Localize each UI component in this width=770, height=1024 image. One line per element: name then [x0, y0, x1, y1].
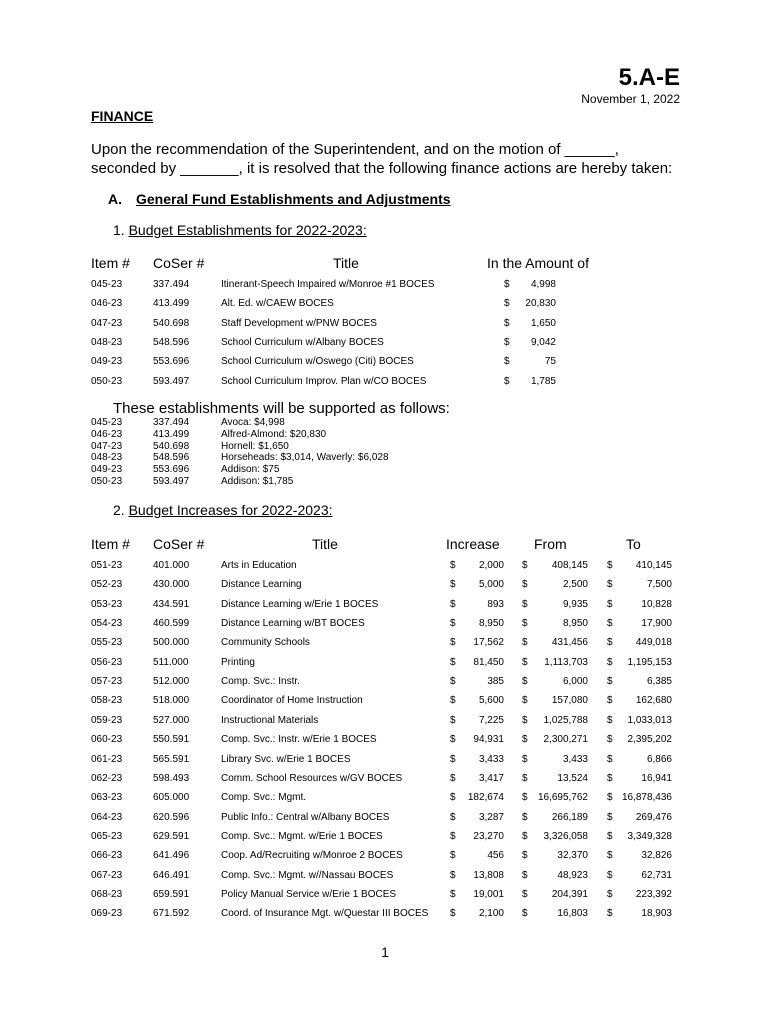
- section-a-heading: [108, 191, 451, 207]
- from-value: 266,189: [551, 811, 588, 823]
- to-value: 223,392: [635, 888, 672, 900]
- to-value: 6,866: [646, 753, 672, 765]
- from-value: 48,923: [557, 869, 588, 881]
- row-title: Staff Development w/PNW BOCES: [221, 317, 377, 329]
- item-number: 047-23: [91, 440, 123, 452]
- increase-dollar-sign: $: [450, 850, 456, 862]
- row-title: Comm. School Resources w/GV BOCES: [221, 772, 403, 784]
- item-number: 059-23: [91, 714, 123, 726]
- to-value: 3,349,328: [627, 830, 672, 842]
- est-col-title: Title: [333, 255, 359, 271]
- dollar-sign: $: [504, 279, 510, 290]
- increase-value: 2,000: [478, 560, 504, 571]
- increase-dollar-sign: $: [450, 888, 456, 900]
- row-title: School Curriculum Improv. Plan w/CO BOCES: [221, 375, 427, 387]
- to-value: 17,900: [641, 618, 672, 630]
- increase-dollar-sign: $: [450, 560, 456, 571]
- from-value: 2,500: [562, 579, 588, 591]
- from-value: 9,935: [562, 598, 588, 610]
- to-dollar-sign: $: [607, 598, 613, 610]
- coser-number: 598.493: [153, 772, 190, 784]
- increase-dollar-sign: $: [450, 618, 456, 630]
- dollar-sign: $: [504, 336, 510, 348]
- increase-dollar-sign: $: [450, 637, 456, 649]
- from-value: 13,524: [557, 772, 588, 784]
- coser-number: 413.499: [153, 428, 190, 440]
- coser-number: 527.000: [153, 714, 190, 726]
- increase-value: 7,225: [478, 714, 504, 726]
- table-row: [0, 715, 770, 731]
- from-dollar-sign: $: [522, 869, 528, 881]
- to-value: 10,828: [641, 598, 672, 610]
- to-dollar-sign: $: [607, 772, 613, 784]
- from-dollar-sign: $: [522, 888, 528, 900]
- item-number: 052-23: [91, 579, 123, 591]
- resolution-line-2: seconded by _______, it is resolved that the following finance actions are hereby taken:: [91, 160, 673, 177]
- to-dollar-sign: $: [607, 637, 613, 649]
- amount-value: 4,998: [530, 279, 556, 290]
- coser-number: 401.000: [153, 560, 190, 571]
- page-number: 1: [381, 944, 389, 960]
- coser-number: 500.000: [153, 637, 190, 649]
- amount-value: 1,785: [530, 375, 556, 387]
- list-item: [0, 417, 770, 429]
- to-dollar-sign: $: [607, 676, 613, 688]
- row-title: Comp. Svc.: Mgmt.: [221, 792, 307, 804]
- item-number: 045-23: [91, 279, 123, 290]
- row-title: Comp. Svc.: Mgmt. w/Erie 1 BOCES: [221, 830, 383, 842]
- list-item: [0, 476, 770, 488]
- from-value: 408,145: [551, 560, 588, 571]
- item-number: 062-23: [91, 772, 123, 784]
- from-value: 6,000: [562, 676, 588, 688]
- table-row: [0, 792, 770, 808]
- coser-number: 430.000: [153, 579, 190, 591]
- item-number: 048-23: [91, 336, 123, 348]
- item-number: 049-23: [91, 464, 123, 476]
- table-row: [0, 376, 770, 392]
- to-value: 18,903: [641, 908, 672, 920]
- to-value: 7,500: [646, 579, 672, 591]
- coser-number: 337.494: [153, 279, 190, 290]
- coser-number: 629.591: [153, 830, 190, 842]
- coser-number: 593.497: [153, 375, 190, 387]
- item-number: 060-23: [91, 734, 123, 746]
- est-col-item: Item #: [91, 255, 130, 271]
- table-row: [0, 579, 770, 595]
- coser-number: 540.698: [153, 440, 190, 452]
- increase-dollar-sign: $: [450, 598, 456, 610]
- increase-dollar-sign: $: [450, 734, 456, 746]
- coser-number: 646.491: [153, 869, 190, 881]
- to-dollar-sign: $: [607, 579, 613, 591]
- table-row: [0, 734, 770, 750]
- establishments-title: Budget Establishments for 2022-2023:: [128, 222, 367, 238]
- increase-value: 5,600: [478, 695, 504, 707]
- support-source: Avoca: $4,998: [221, 417, 285, 428]
- from-dollar-sign: $: [522, 560, 528, 571]
- item-number: 056-23: [91, 656, 123, 668]
- inc-col-coser: CoSer #: [153, 536, 205, 552]
- to-value: 1,033,013: [627, 714, 672, 726]
- from-dollar-sign: $: [522, 579, 528, 591]
- row-title: Distance Learning: [221, 579, 302, 591]
- to-dollar-sign: $: [607, 792, 613, 804]
- establishments-number: 1.: [113, 222, 125, 238]
- amount-value: 20,830: [525, 298, 556, 310]
- increase-dollar-sign: $: [450, 714, 456, 726]
- to-dollar-sign: $: [607, 811, 613, 823]
- row-title: Community Schools: [221, 637, 310, 649]
- amount-value: 1,650: [530, 317, 556, 329]
- from-value: 204,391: [551, 888, 588, 900]
- increase-value: 13,808: [473, 869, 504, 881]
- dollar-sign: $: [504, 356, 510, 368]
- coser-number: 671.592: [153, 908, 190, 920]
- to-dollar-sign: $: [607, 618, 613, 630]
- inc-col-increase: Increase: [446, 536, 500, 552]
- coser-number: 512.000: [153, 676, 190, 688]
- resolution-text: [91, 140, 672, 178]
- coser-number: 413.499: [153, 298, 190, 310]
- coser-number: 553.696: [153, 356, 190, 368]
- table-row: [0, 618, 770, 634]
- coser-number: 641.496: [153, 850, 190, 862]
- coser-number: 659.591: [153, 888, 190, 900]
- increase-dollar-sign: $: [450, 695, 456, 707]
- from-value: 1,025,788: [543, 714, 588, 726]
- finance-heading: FINANCE: [91, 108, 154, 124]
- table-row: [0, 560, 770, 576]
- item-number: 045-23: [91, 417, 123, 428]
- support-source: Hornell: $1,650: [221, 440, 289, 452]
- to-value: 6,385: [646, 676, 672, 688]
- coser-number: 565.591: [153, 753, 190, 765]
- dollar-sign: $: [504, 375, 510, 387]
- increase-dollar-sign: $: [450, 656, 456, 668]
- from-dollar-sign: $: [522, 792, 528, 804]
- support-source: Horseheads: $3,014, Waverly: $6,028: [221, 452, 389, 464]
- coser-number: 620.596: [153, 811, 190, 823]
- from-dollar-sign: $: [522, 695, 528, 707]
- table-row: [0, 356, 770, 372]
- to-dollar-sign: $: [607, 714, 613, 726]
- row-title: Instructional Materials: [221, 714, 319, 726]
- item-number: 046-23: [91, 428, 123, 440]
- increases-number: 2.: [113, 502, 125, 518]
- from-dollar-sign: $: [522, 714, 528, 726]
- table-row: [0, 676, 770, 692]
- increase-value: 23,270: [473, 830, 504, 842]
- list-item: [0, 464, 770, 476]
- table-row: [0, 812, 770, 828]
- row-title: Public Info.: Central w/Albany BOCES: [221, 811, 390, 823]
- item-number: 055-23: [91, 637, 123, 649]
- table-row: [0, 773, 770, 789]
- increase-value: 81,450: [473, 656, 504, 668]
- increase-dollar-sign: $: [450, 908, 456, 920]
- row-title: Comp. Svc.: Instr.: [221, 676, 300, 688]
- resolution-line-1: Upon the recommendation of the Superintendent, and on the motion of ______,: [91, 141, 619, 158]
- item-number: 058-23: [91, 695, 123, 707]
- table-row: [0, 889, 770, 905]
- increase-value: 17,562: [473, 637, 504, 649]
- table-row: [0, 599, 770, 615]
- item-number: 057-23: [91, 676, 123, 688]
- support-source: Alfred-Almond: $20,830: [221, 428, 327, 440]
- inc-col-from: From: [534, 536, 567, 552]
- from-dollar-sign: $: [522, 676, 528, 688]
- row-title: Distance Learning w/BT BOCES: [221, 618, 365, 630]
- table-row: [0, 657, 770, 673]
- inc-col-to: To: [626, 536, 641, 552]
- coser-number: 460.599: [153, 618, 190, 630]
- to-dollar-sign: $: [607, 888, 613, 900]
- item-number: 067-23: [91, 869, 123, 881]
- increases-title: Budget Increases for 2022-2023:: [128, 502, 333, 518]
- from-value: 32,370: [557, 850, 588, 862]
- row-title: Comp. Svc.: Instr. w/Erie 1 BOCES: [221, 734, 377, 746]
- from-dollar-sign: $: [522, 753, 528, 765]
- table-row: [0, 754, 770, 770]
- support-source: Addison: $75: [221, 464, 280, 476]
- increase-value: 182,674: [467, 792, 504, 804]
- item-number: 061-23: [91, 753, 123, 765]
- increase-value: 2,100: [478, 908, 504, 920]
- from-value: 3,326,058: [543, 830, 588, 842]
- increase-dollar-sign: $: [450, 792, 456, 804]
- list-item: [0, 429, 770, 441]
- coser-number: 548.596: [153, 336, 190, 348]
- dollar-sign: $: [504, 298, 510, 310]
- increase-dollar-sign: $: [450, 830, 456, 842]
- item-number: 068-23: [91, 888, 123, 900]
- to-value: 410,145: [635, 560, 672, 571]
- to-value: 269,476: [635, 811, 672, 823]
- est-col-amount: In the Amount of: [487, 255, 589, 271]
- from-dollar-sign: $: [522, 850, 528, 862]
- table-row: [0, 298, 770, 314]
- list-item: [0, 441, 770, 453]
- establishments-heading: [113, 222, 367, 238]
- to-value: 1,195,153: [627, 656, 672, 668]
- row-title: Itinerant-Speech Impaired w/Monroe #1 BOCES: [221, 279, 435, 290]
- row-title: Policy Manual Service w/Erie 1 BOCES: [221, 888, 397, 900]
- from-value: 16,803: [557, 908, 588, 920]
- document-number: 5.A-E: [618, 64, 680, 91]
- from-dollar-sign: $: [522, 618, 528, 630]
- from-dollar-sign: $: [522, 908, 528, 920]
- from-value: 1,113,703: [544, 656, 588, 668]
- table-row: [0, 637, 770, 653]
- coser-number: 548.596: [153, 452, 190, 464]
- from-dollar-sign: $: [522, 811, 528, 823]
- coser-number: 434.591: [153, 598, 190, 610]
- table-row: [0, 870, 770, 886]
- coser-number: 511.000: [153, 656, 189, 668]
- increase-value: 3,287: [478, 811, 504, 823]
- coser-number: 553.696: [153, 464, 190, 476]
- coser-number: 518.000: [153, 695, 190, 707]
- table-row: [0, 279, 770, 295]
- item-number: 050-23: [91, 476, 123, 487]
- to-value: 162,680: [635, 695, 672, 707]
- to-dollar-sign: $: [607, 656, 613, 668]
- to-dollar-sign: $: [607, 908, 613, 920]
- table-row: [0, 337, 770, 353]
- increase-dollar-sign: $: [450, 579, 456, 591]
- increase-value: 19,001: [473, 888, 504, 900]
- row-title: School Curriculum w/Oswego (Citi) BOCES: [221, 356, 414, 368]
- to-value: 62,731: [641, 869, 672, 881]
- item-number: 051-23: [91, 560, 123, 571]
- item-number: 049-23: [91, 356, 123, 368]
- table-row: [0, 831, 770, 847]
- coser-number: 550.591: [153, 734, 190, 746]
- coser-number: 337.494: [153, 417, 190, 428]
- table-row: [0, 695, 770, 711]
- increase-dollar-sign: $: [450, 753, 456, 765]
- increase-dollar-sign: $: [450, 772, 456, 784]
- increase-dollar-sign: $: [450, 811, 456, 823]
- from-value: 2,300,271: [543, 734, 588, 746]
- from-dollar-sign: $: [522, 830, 528, 842]
- increase-value: 893: [487, 598, 504, 610]
- amount-value: 9,042: [530, 336, 556, 348]
- row-title: Coop. Ad/Recruiting w/Monroe 2 BOCES: [221, 850, 403, 862]
- from-dollar-sign: $: [522, 598, 528, 610]
- to-dollar-sign: $: [607, 850, 613, 862]
- item-number: 066-23: [91, 850, 123, 862]
- from-value: 3,433: [562, 753, 588, 765]
- from-dollar-sign: $: [522, 637, 528, 649]
- item-number: 069-23: [91, 908, 123, 920]
- to-dollar-sign: $: [607, 869, 613, 881]
- from-value: 8,950: [562, 618, 588, 630]
- from-dollar-sign: $: [522, 734, 528, 746]
- increase-value: 8,950: [478, 618, 504, 630]
- from-value: 157,080: [551, 695, 588, 707]
- to-dollar-sign: $: [607, 734, 613, 746]
- amount-value: 75: [544, 356, 556, 368]
- item-number: 065-23: [91, 830, 123, 842]
- increase-value: 456: [487, 850, 504, 862]
- dollar-sign: $: [504, 317, 510, 329]
- item-number: 063-23: [91, 792, 123, 804]
- to-value: 2,395,202: [627, 734, 672, 746]
- increase-value: 3,433: [478, 753, 504, 765]
- to-value: 449,018: [635, 637, 672, 649]
- inc-col-title: Title: [312, 536, 338, 552]
- increase-value: 385: [487, 676, 504, 688]
- to-value: 32,826: [641, 850, 672, 862]
- to-value: 16,941: [641, 772, 672, 784]
- document-date: November 1, 2022: [581, 92, 680, 106]
- row-title: Library Svc. w/Erie 1 BOCES: [221, 753, 351, 765]
- item-number: 054-23: [91, 618, 123, 630]
- increase-value: 94,931: [473, 734, 504, 746]
- table-row: [0, 318, 770, 334]
- increase-dollar-sign: $: [450, 869, 456, 881]
- section-a-title: General Fund Establishments and Adjustments: [136, 191, 451, 207]
- row-title: Comp. Svc.: Mgmt. w//Nassau BOCES: [221, 869, 394, 881]
- item-number: 046-23: [91, 298, 123, 310]
- from-dollar-sign: $: [522, 656, 528, 668]
- from-value: 431,456: [551, 637, 588, 649]
- to-dollar-sign: $: [607, 560, 613, 571]
- item-number: 064-23: [91, 811, 123, 823]
- row-title: Printing: [221, 656, 255, 668]
- increase-dollar-sign: $: [450, 676, 456, 688]
- row-title: School Curriculum w/Albany BOCES: [221, 336, 384, 348]
- table-row: [0, 908, 770, 924]
- est-col-coser: CoSer #: [153, 255, 205, 271]
- coser-number: 605.000: [153, 792, 190, 804]
- to-dollar-sign: $: [607, 695, 613, 707]
- row-title: Distance Learning w/Erie 1 BOCES: [221, 598, 379, 610]
- section-a-label: A.: [108, 191, 122, 207]
- to-dollar-sign: $: [607, 753, 613, 765]
- support-source: Addison: $1,785: [221, 476, 294, 487]
- support-heading: These establishments will be supported as follows:: [113, 400, 450, 417]
- coser-number: 540.698: [153, 317, 190, 329]
- to-value: 16,878,436: [621, 792, 672, 804]
- row-title: Arts in Education: [221, 560, 297, 571]
- coser-number: 593.497: [153, 476, 190, 487]
- from-value: 16,695,762: [537, 792, 588, 804]
- to-dollar-sign: $: [607, 830, 613, 842]
- from-dollar-sign: $: [522, 772, 528, 784]
- item-number: 047-23: [91, 317, 123, 329]
- increase-value: 3,417: [478, 772, 504, 784]
- inc-col-item: Item #: [91, 536, 130, 552]
- table-row: [0, 850, 770, 866]
- item-number: 048-23: [91, 452, 123, 464]
- row-title: Alt. Ed. w/CAEW BOCES: [221, 298, 334, 310]
- increase-value: 5,000: [478, 579, 504, 591]
- increases-heading: [113, 502, 333, 518]
- row-title: Coord. of Insurance Mgt. w/Questar III BOCES: [221, 908, 429, 920]
- list-item: [0, 452, 770, 464]
- item-number: 050-23: [91, 375, 123, 387]
- item-number: 053-23: [91, 598, 123, 610]
- row-title: Coordinator of Home Instruction: [221, 695, 363, 707]
